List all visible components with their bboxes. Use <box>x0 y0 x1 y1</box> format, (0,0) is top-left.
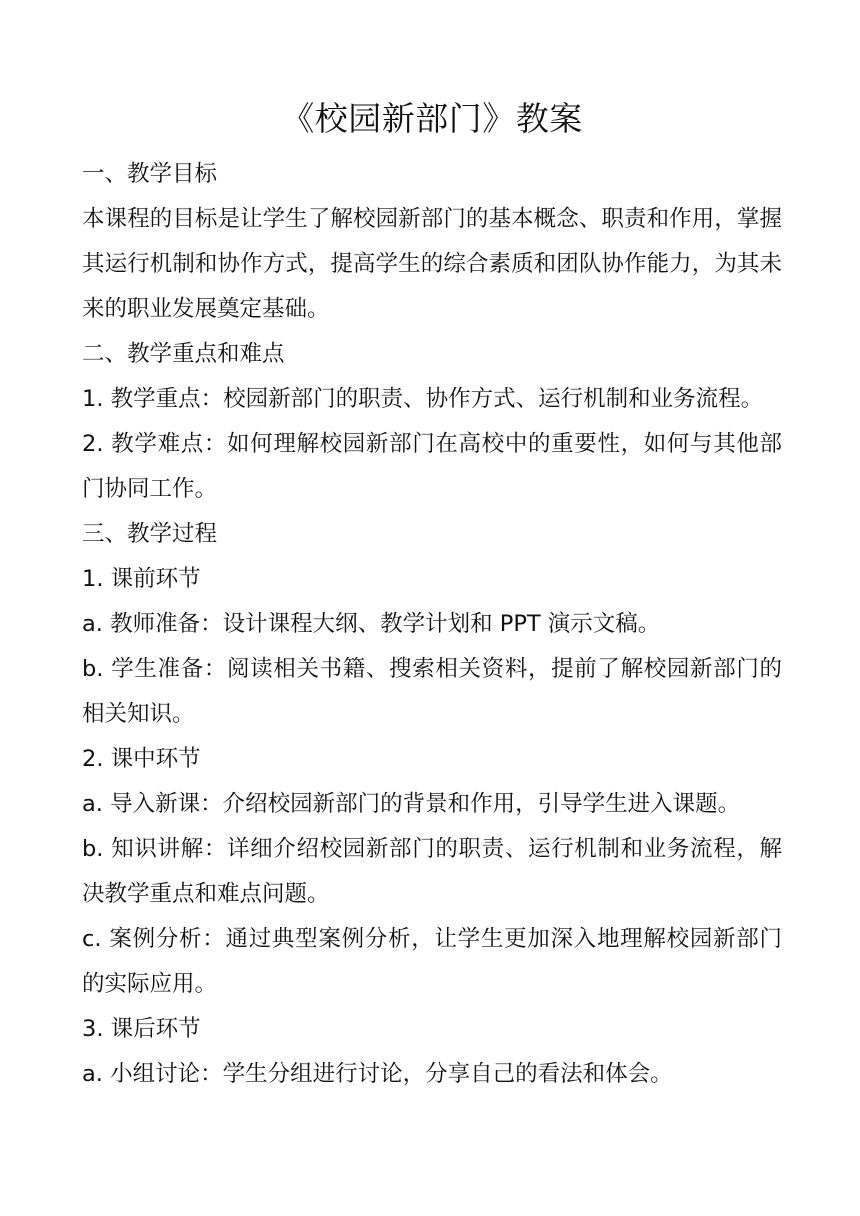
subsection-heading-pre-class: 1. 课前环节 <box>82 566 201 592</box>
list-item: a. 导入新课：介绍校园新部门的背景和作用，引导学生进入课题。 <box>82 791 741 817</box>
difficult-point-item: 2. 教学难点：如何理解校园新部门在高校中的重要性，如何与其他部门协同工作。 <box>82 431 782 502</box>
subsection-heading-in-class: 2. 课中环节 <box>82 746 201 772</box>
section-heading-process: 三、教学过程 <box>82 521 218 547</box>
section-heading-objectives: 一、教学目标 <box>82 161 218 187</box>
key-point-item: 1. 教学重点：校园新部门的职责、协作方式、运行机制和业务流程。 <box>82 386 764 412</box>
subsection-heading-after-class: 3. 课后环节 <box>82 1016 201 1042</box>
document-title: 《校园新部门》教案 <box>281 99 583 138</box>
objectives-paragraph: 本课程的目标是让学生了解校园新部门的基本概念、职责和作用，掌握其运行机制和协作方式，提高学生的综合素质和团队协作能力，为其未来的职业发展奠定基础。 <box>82 206 782 322</box>
section-heading-key-points: 二、教学重点和难点 <box>82 341 285 367</box>
list-item: c. 案例分析：通过典型案例分析，让学生更加深入地理解校园新部门的实际应用。 <box>82 926 782 997</box>
list-item: b. 学生准备：阅读相关书籍、搜索相关资料，提前了解校园新部门的相关知识。 <box>82 656 782 727</box>
document-body <box>82 92 782 1097</box>
list-item: a. 小组讨论：学生分组进行讨论，分享自己的看法和体会。 <box>82 1061 673 1087</box>
list-item: b. 知识讲解：详细介绍校园新部门的职责、运行机制和业务流程，解决教学重点和难点问题。 <box>82 836 782 907</box>
list-item: a. 教师准备：设计课程大纲、教学计划和 PPT 演示文稿。 <box>82 611 661 637</box>
